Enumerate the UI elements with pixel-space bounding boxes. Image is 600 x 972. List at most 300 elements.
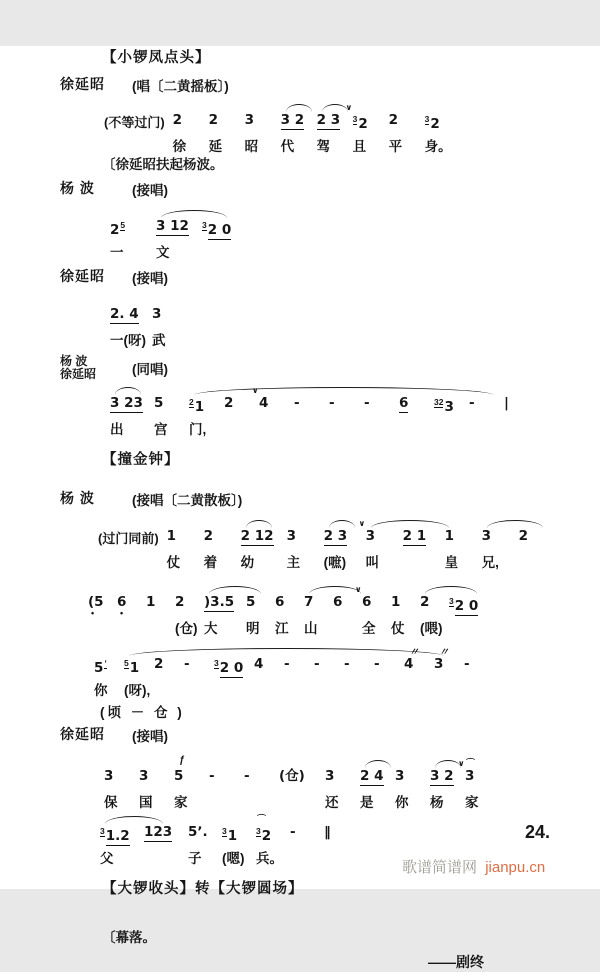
note-cell (395, 757, 430, 809)
lyric-syllable (154, 679, 184, 697)
note-marks (284, 645, 314, 656)
percussion-pattern: (顷 － 仓 ) (100, 705, 185, 721)
note-cell (281, 101, 317, 153)
role-line (60, 355, 600, 380)
note-number: 5 (94, 660, 104, 677)
note-figure (156, 218, 202, 235)
singing-direction: (唱〔二黄摇板〕) (132, 79, 229, 94)
note-figure (189, 395, 224, 416)
note-marks (329, 384, 364, 395)
percussion-tag: 【小锣凤点头】 (102, 50, 211, 66)
note-number: 2 (261, 828, 272, 845)
lyric-syllable (519, 551, 556, 569)
note-number: 5 (174, 768, 184, 785)
ornament-mark: ƒ (179, 755, 185, 767)
note-number: 3 (465, 768, 475, 785)
note-figure (344, 656, 374, 673)
note-cell (245, 101, 281, 153)
note-marks (245, 101, 281, 112)
note-number: 6 (275, 594, 285, 611)
note-number: 2 0 (454, 598, 479, 615)
note-number: - (364, 395, 370, 412)
note-marks (344, 645, 374, 656)
note-cell (404, 645, 434, 697)
note-cell (325, 757, 360, 809)
breath-mark-icon: ∨ (355, 585, 362, 595)
lyric-syllable (469, 418, 504, 436)
lyric-syllable: 仗 (391, 621, 405, 637)
note-marks (314, 645, 344, 656)
stage-direction: 〔徐延昭扶起杨波。 (102, 157, 224, 172)
grace-note: 2 (189, 397, 194, 408)
role-name: 杨 波 (60, 180, 95, 197)
lyric-syllable: 家 (174, 795, 188, 811)
music-line (110, 295, 600, 347)
note-number: 2 (430, 116, 440, 132)
lyric-syllable: 门, (189, 422, 207, 438)
note-figure (430, 768, 465, 785)
note-figure (175, 594, 204, 611)
note-cell (519, 517, 556, 569)
lyric-syllable: 徐 (172, 139, 187, 154)
lyric-syllable: 驾 (316, 139, 331, 154)
note-marks (256, 813, 290, 824)
role-names (60, 269, 126, 285)
note-cell (434, 645, 464, 697)
note-figure (209, 768, 244, 785)
note-number: (仓) (279, 768, 305, 785)
note-number: 2. 4 (110, 306, 139, 322)
note-figure (110, 218, 156, 238)
lyric-syllable: 全 (362, 621, 376, 637)
note-marks (175, 583, 204, 594)
note-cell (389, 101, 425, 153)
music-line (94, 645, 600, 697)
note-figure (374, 656, 404, 673)
note-cell (156, 207, 202, 259)
note-cell (445, 517, 482, 569)
note-figure (465, 768, 500, 785)
grace-note-after: 5 (120, 220, 126, 230)
note-marks (100, 813, 144, 824)
role-line (60, 725, 600, 745)
note-figure (152, 306, 194, 323)
note-figure (314, 656, 344, 673)
lyric-syllable (464, 679, 494, 697)
note-figure (434, 656, 464, 673)
lyric-syllable: 且 (352, 139, 367, 154)
note-figure (209, 112, 245, 129)
note-cell (304, 583, 333, 635)
note-figure (204, 594, 246, 611)
note-cell (252, 384, 294, 436)
lyric-syllable (117, 617, 146, 635)
note-number: - (464, 656, 470, 673)
lyric-syllable: 武 (152, 333, 166, 348)
note-marks (110, 207, 156, 218)
lyric-syllable (294, 418, 329, 436)
note-cell (104, 757, 139, 809)
singing-direction: (接唱) (132, 729, 168, 745)
note-number: 2 (175, 594, 185, 611)
note-figure (360, 768, 395, 785)
music-line (104, 101, 600, 153)
music-line (110, 384, 600, 436)
lyric-syllable: 你 (94, 683, 108, 699)
watermark-site-url: jianpu.cn (485, 859, 546, 876)
note-marks (154, 645, 184, 656)
note-marks (152, 295, 194, 306)
note-cell (279, 757, 325, 809)
lyric-syllable: 文 (156, 245, 170, 260)
note-marks (469, 384, 504, 395)
note-number: 3 23 (110, 395, 143, 412)
lyric-syllable (344, 679, 374, 697)
note-number: 2 0 (219, 660, 244, 677)
note-cell (345, 101, 389, 154)
music-line (104, 757, 600, 809)
note-figure (94, 656, 124, 677)
role-name: 徐延昭 (60, 366, 97, 381)
note-cell (449, 583, 491, 635)
note-number: 2 (518, 528, 529, 545)
note-number: ‖ (324, 824, 331, 841)
note-figure (188, 824, 222, 841)
role-line (60, 179, 600, 199)
grace-note: 3 (449, 596, 454, 607)
lyric-syllable: 家 (465, 795, 479, 811)
note-cell (117, 583, 146, 635)
note-number: 2 (358, 116, 368, 132)
note-cell (189, 384, 224, 436)
note-figure (325, 768, 360, 785)
note-cell (290, 813, 324, 865)
note-cell (344, 645, 374, 697)
grace-note: 32 (434, 397, 444, 408)
lyric-syllable: 你 (395, 795, 409, 811)
note-marks (144, 813, 188, 824)
note-number: 2 (420, 594, 430, 611)
note-marks (425, 101, 461, 112)
note-cell (110, 295, 152, 347)
note-marks (246, 583, 275, 594)
note-figure (279, 768, 325, 785)
percussion-tag: 【大锣收头】转【大锣圆场】 (102, 881, 304, 898)
note-number: 4 (254, 656, 264, 673)
note-figure (254, 656, 284, 673)
note-marks (464, 645, 494, 656)
note-marks (389, 101, 425, 112)
note-marks (403, 517, 445, 528)
note-figure (403, 528, 445, 545)
note-cell (358, 517, 403, 571)
note-marks (188, 813, 222, 824)
slur-arc (286, 104, 312, 112)
lyric-syllable: 兵。 (256, 851, 283, 867)
note-cell (146, 583, 175, 635)
note-marks (434, 384, 469, 395)
note-number: 2 (203, 528, 214, 545)
note-marks (252, 384, 294, 396)
note-cell (184, 645, 214, 697)
note-number: 3 (434, 656, 444, 673)
note-figure (304, 594, 333, 611)
role-line (60, 267, 600, 287)
note-marks (139, 757, 174, 768)
lyric-syllable (259, 418, 294, 436)
note-cell (482, 517, 519, 569)
note-cell (254, 645, 284, 697)
grace-note: 3 (222, 826, 227, 837)
role-line (60, 75, 600, 95)
note-marks (434, 645, 464, 659)
note-figure (281, 112, 317, 129)
lyric-syllable: 着 (203, 555, 218, 571)
note-number: 4 (404, 656, 414, 673)
note-figure (144, 824, 188, 841)
role-names (60, 491, 126, 507)
note-figure (362, 594, 391, 611)
note-figure (104, 768, 139, 785)
note-number: 3 12 (156, 218, 189, 234)
lyric-syllable: 仗 (166, 555, 181, 571)
lyric-syllable (403, 551, 445, 569)
note-cell (364, 384, 399, 436)
note-number: 2 (208, 112, 219, 128)
lyric-syllable: 兄, (481, 555, 499, 571)
note-marks (458, 757, 500, 769)
note-cell (202, 207, 248, 259)
note-marks (391, 583, 420, 594)
note-marks (104, 757, 139, 768)
score-page (0, 46, 600, 971)
note-number: 3 (365, 528, 376, 545)
lyric-syllable (374, 679, 404, 697)
lyric-syllable (224, 418, 259, 436)
note-marks (173, 101, 209, 112)
note-figure (366, 528, 403, 545)
note-cell (94, 645, 124, 697)
breath-mark-icon: ∨ (458, 759, 465, 769)
lyric-syllable (324, 847, 358, 865)
end-of-play-mark: ——剧终 (428, 954, 484, 971)
note-number: 3 (244, 112, 255, 128)
music-line (98, 517, 600, 569)
note-figure (445, 528, 482, 545)
note-cell (420, 583, 449, 635)
note-figure (124, 656, 154, 677)
note-marks (204, 583, 246, 594)
note-number: 6 (362, 594, 372, 611)
note-number: - (294, 395, 300, 412)
note-marks (364, 384, 399, 395)
lyric-syllable: 身。 (424, 139, 452, 154)
lyric-syllable: 一 (110, 245, 124, 260)
note-figure (290, 824, 324, 841)
note-number: - (314, 656, 320, 673)
note-cell (324, 813, 358, 865)
note-marks (214, 645, 254, 656)
lyric-syllable: 代 (280, 139, 295, 154)
lyric-syllable: 延 (208, 139, 223, 154)
note-figure (154, 395, 189, 412)
lyric-syllable (254, 679, 284, 697)
role-names (60, 727, 126, 743)
lyric-syllable (244, 791, 279, 809)
note-cell (391, 583, 420, 635)
note-number: 2 1 (402, 528, 427, 545)
note-figure (324, 528, 366, 545)
music-line (88, 583, 600, 635)
note-marks (482, 517, 519, 528)
note-number: 3 (395, 768, 405, 785)
lyric-syllable: 还 (325, 795, 339, 811)
note-marks (202, 207, 248, 218)
octave-dot: • (91, 608, 95, 619)
lyric-syllable: (嗯) (222, 851, 245, 867)
singing-direction: (接唱) (132, 271, 168, 286)
note-figure (391, 594, 420, 611)
singing-direction: (接唱) (132, 183, 168, 198)
note-cell (173, 101, 209, 153)
note-cell (124, 645, 154, 697)
breath-mark-icon: ∨ (252, 386, 259, 396)
note-number: - (469, 395, 475, 412)
lyric-syllable: (呀), (124, 683, 151, 699)
stage-direction: 〔幕落。 (102, 930, 156, 946)
note-marks (94, 645, 124, 656)
note-number: - (244, 768, 250, 785)
note-figure (241, 528, 287, 545)
note-figure (245, 112, 281, 129)
note-marks (154, 384, 189, 395)
role-names (60, 181, 126, 197)
note-figure (329, 395, 364, 412)
note-figure (364, 395, 399, 412)
note-figure (324, 824, 358, 841)
note-number: 2 12 (240, 528, 274, 545)
note-marks (146, 583, 175, 594)
ornament-mark: 〃 (439, 647, 449, 659)
grace-note: 3 (352, 114, 358, 124)
note-number: 3 (444, 399, 454, 416)
note-cell (355, 583, 391, 637)
note-number: 2 0 (207, 222, 232, 238)
lyric-syllable: 江 (275, 621, 289, 637)
note-cell (329, 384, 364, 436)
note-number: 2 3 (316, 112, 341, 128)
note-marks (374, 645, 404, 656)
note-cell (204, 517, 241, 569)
grace-note: 3 (214, 658, 219, 669)
note-figure (434, 395, 469, 416)
note-figure (317, 112, 353, 129)
lyric-syllable: (喂) (420, 621, 443, 637)
note-number: 3 (139, 768, 149, 785)
slur-arc (246, 520, 272, 528)
lyric-syllable: (嗻) (323, 555, 347, 571)
note-figure (287, 528, 324, 545)
note-marks (241, 517, 287, 528)
slur-arc (365, 760, 391, 768)
note-marks (184, 645, 214, 656)
note-cell (464, 645, 494, 697)
music-line (110, 207, 600, 259)
breath-mark-icon: ∨ (358, 519, 366, 529)
note-figure (173, 112, 209, 129)
percussion-tag: 【撞金钟】 (102, 452, 180, 469)
note-number: 1 (166, 528, 177, 545)
grace-note: 3 (100, 826, 105, 837)
note-marks (279, 757, 325, 768)
note-figure (333, 594, 362, 611)
role-name: 杨 波 (60, 490, 95, 507)
note-marks (395, 757, 430, 768)
note-number: 2 (172, 112, 183, 128)
note-marks (281, 101, 317, 112)
note-number: 3 2 (430, 768, 454, 785)
note-marks (290, 813, 324, 824)
note-cell (175, 583, 204, 635)
note-marks (117, 583, 146, 594)
lyric-syllable: 大 (204, 621, 218, 637)
lyric-syllable (279, 791, 325, 809)
role-name: 徐延昭 (60, 268, 105, 285)
note-marks (209, 101, 245, 112)
lyric-syllable: 叫 (365, 555, 380, 571)
lyric-syllable: 皇 (444, 555, 459, 571)
note-marks (504, 384, 539, 395)
lyric-syllable (88, 617, 117, 635)
note-figure (482, 528, 519, 545)
lyric-syllable (434, 679, 464, 697)
singing-direction: (接唱〔二黄散板〕) (132, 493, 243, 509)
note-figure (184, 656, 214, 673)
grace-note: 3 (424, 114, 430, 124)
note-cell (287, 517, 324, 569)
note-number: 5ʼ. (188, 824, 208, 841)
note-figure (110, 306, 152, 323)
note-number: 4 (259, 395, 269, 412)
lyric-syllable: 山 (304, 621, 318, 637)
note-figure (154, 656, 184, 673)
note-figure (399, 395, 434, 412)
lyric-syllable: 一(呀) (110, 333, 146, 348)
note-marks (360, 757, 395, 768)
note-figure (404, 656, 434, 673)
note-number: 2 3 (323, 528, 348, 545)
note-number: 2 (224, 395, 234, 412)
lyric-syllable: 宫 (154, 422, 168, 438)
note-number: )3.5 (204, 594, 235, 611)
watermark-site-name: 歌谱简谱网 (402, 859, 478, 876)
note-number: 1.2 (105, 828, 130, 845)
note-figure (449, 594, 491, 615)
note-cell (209, 101, 245, 153)
note-number: 6 (333, 594, 343, 611)
note-cell (458, 757, 500, 811)
note-number: - (184, 656, 190, 673)
lyric-syllable: 幼 (240, 555, 255, 571)
note-marks (355, 583, 391, 595)
lyric-syllable: 昭 (244, 139, 259, 154)
note-marks (244, 757, 279, 768)
note-figure (174, 768, 209, 785)
note-marks (156, 207, 202, 218)
note-cell (110, 207, 156, 259)
note-marks (399, 384, 434, 395)
slur-arc (322, 104, 348, 112)
